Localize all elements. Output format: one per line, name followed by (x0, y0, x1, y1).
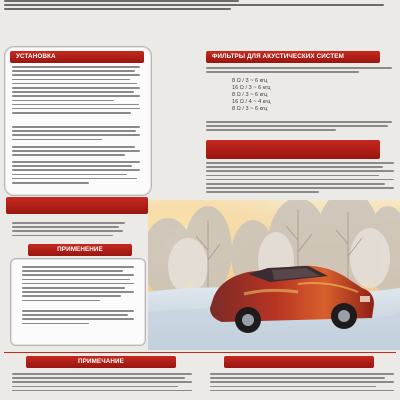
filter-option: 16 Ω / 3 ~ 6 кгц (232, 85, 271, 91)
notes-text (12, 373, 192, 391)
install-heading: УСТАНОВКА (10, 51, 144, 63)
install-text (12, 66, 140, 114)
filter-option: 16 Ω / 4 ~ 4 кгц (232, 99, 271, 105)
car-photo (148, 200, 400, 350)
application-text (22, 266, 134, 301)
install-text-2 (12, 126, 140, 140)
models-heading (6, 197, 148, 214)
top-text (4, 0, 396, 10)
filters-heading (206, 140, 380, 159)
filter-option: 8 Ω / 3 ~ 6 кгц (232, 78, 268, 84)
install-text-4 (12, 161, 140, 184)
application-heading: ПРИМЕНЕНИЕ (28, 244, 132, 256)
filters-text (206, 162, 394, 193)
application-text-2 (22, 310, 134, 324)
notes-heading: ПРИМЕЧАНИЕ (26, 356, 176, 368)
filter-list (232, 78, 352, 113)
warranty-text (210, 373, 394, 391)
acoustic-filters-heading: ФИЛЬТРЫ ДЛЯ АКУСТИЧЕСКИХ СИСТЕМ (206, 51, 380, 63)
acoustic-note-text (206, 121, 392, 131)
bottom-divider (4, 352, 396, 353)
filter-option: 8 Ω / 3 ~ 6 кгц (232, 106, 268, 112)
car-in-snow-image (148, 200, 400, 350)
filter-option: 8 Ω / 3 ~ 6 кгц (232, 92, 268, 98)
install-text-3 (12, 146, 140, 156)
models-text (12, 222, 138, 236)
acoustic-intro-text (206, 67, 392, 73)
warranty-heading (224, 356, 374, 368)
